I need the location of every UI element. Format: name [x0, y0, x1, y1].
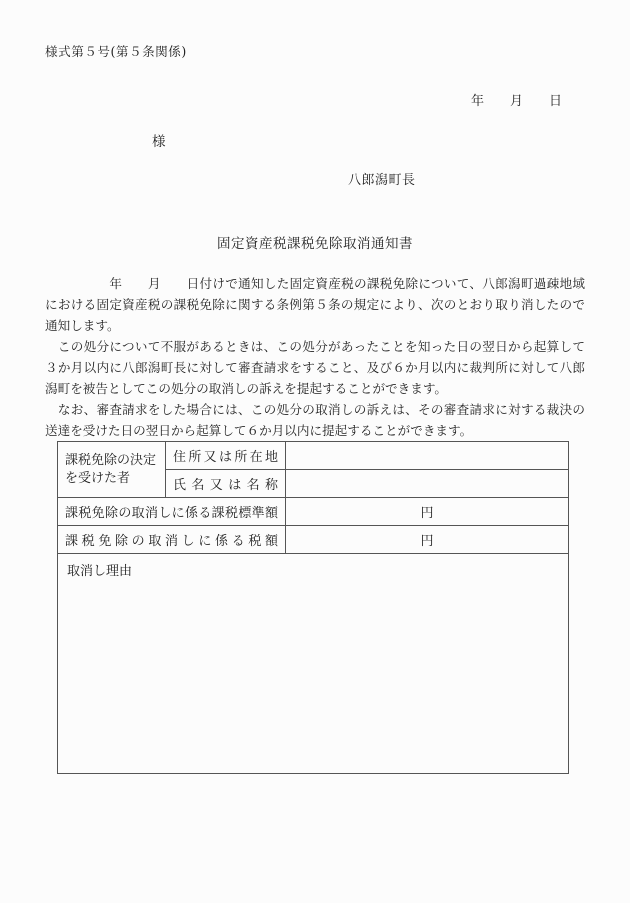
issue-date-line: 年 月 日 — [471, 94, 563, 109]
tax-amount-unit-cell: 円 — [286, 526, 569, 554]
body-line: 年 月 日付けで通知した固定資産税の課税免除について、八郎潟町過疎地域 — [45, 276, 585, 291]
body-line: ３か月以内に八郎潟町長に対して審査請求をすること、及び６か月以内に裁判所に対して八郎 — [45, 360, 585, 375]
cancellation-reason-label: 取消し理由 — [67, 564, 133, 579]
tax-amount-label-cell: 課税免除の取消しに係る税額 — [58, 526, 286, 554]
body-line: 潟町を被告としてこの処分の取消しの訴えを提起することができます。 — [45, 381, 447, 396]
cancellation-reason-cell — [58, 554, 569, 774]
body-line: における固定資産税の課税免除に関する条例第５条の規定により、次のとおり取り消したので — [45, 297, 585, 312]
address-value-cell — [286, 442, 569, 470]
address-label-cell: 住所又は所在地 — [166, 442, 286, 470]
body-text — [45, 273, 585, 441]
body-line: 通知します。 — [45, 318, 120, 333]
addressee-honorific: 様 — [152, 134, 166, 150]
document-title: 固定資産税課税免除取消通知書 — [217, 236, 413, 252]
body-line: 送達を受けた日の翌日から起算して６か月以内に提起することができます。 — [45, 423, 473, 438]
tax-base-unit-cell: 円 — [286, 498, 569, 526]
body-line: なお、審査請求をした場合には、この処分の取消しの訴えは、その審査請求に対する裁決の — [45, 402, 585, 417]
name-value-cell — [286, 470, 569, 498]
name-label-cell: 氏名又は名称 — [166, 470, 286, 498]
sender-name: 八郎潟町長 — [348, 173, 416, 188]
recipient-label-cell: 課税免除の決定を受けた者 — [58, 442, 166, 498]
notice-table — [57, 441, 569, 774]
tax-base-label-cell: 課税免除の取消しに係る課税標準額 — [58, 498, 286, 526]
form-number: 様式第５号(第５条関係) — [45, 44, 187, 59]
body-line: この処分について不服があるときは、この処分があったことを知った日の翌日から起算して — [45, 339, 585, 354]
